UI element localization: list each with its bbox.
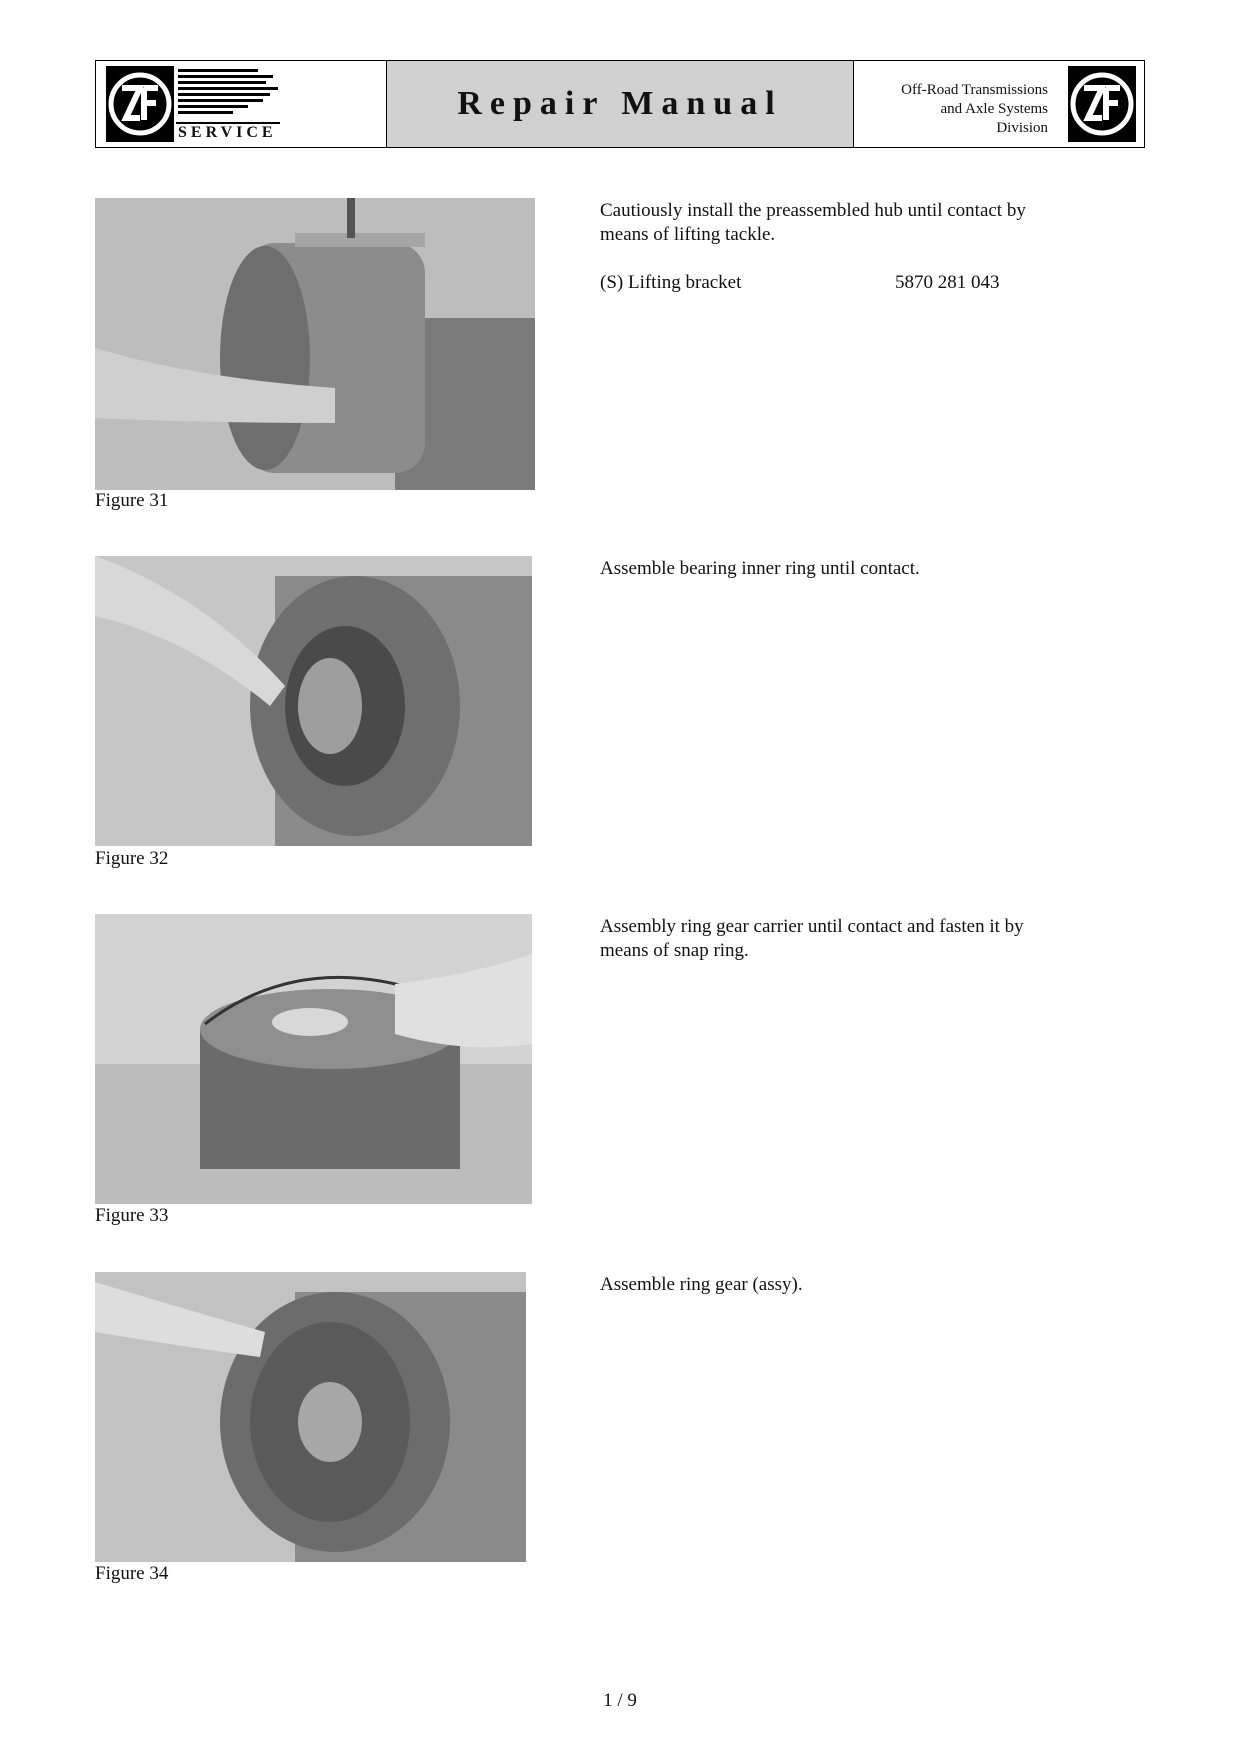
figure-34-instruction: Assemble ring gear (assy). (600, 1274, 803, 1295)
zf-service-logo (96, 61, 387, 147)
figure-33-instruction: Assembly ring gear carrier until contact and fasten it by means of snap ring. (600, 916, 1024, 961)
tool-name: (S) Lifting bracket (600, 272, 742, 293)
figure-31-photo (95, 198, 535, 490)
division-cell (854, 61, 1144, 147)
header-title-cell (387, 61, 854, 147)
figure-34-label: Figure 34 (95, 1563, 169, 1584)
division-line: Off-Road Transmissions (901, 82, 1048, 98)
speed-lines-icon (178, 69, 278, 119)
figure-31-label: Figure 31 (95, 490, 169, 511)
zf-logo-icon (1068, 66, 1136, 142)
figure-34-photo (95, 1272, 526, 1562)
figure-33-label: Figure 33 (95, 1205, 169, 1226)
page-title: Repair Manual (457, 85, 783, 122)
zf-logo-icon (106, 66, 174, 142)
figure-32-instruction: Assemble bearing inner ring until contact. (600, 558, 920, 579)
figure-32-photo (95, 556, 532, 846)
division-line: and Axle Systems (940, 101, 1048, 117)
service-label: SERVICE (178, 124, 277, 141)
figure-33-photo (95, 914, 532, 1204)
division-line: Division (996, 120, 1048, 136)
document-header (95, 60, 1145, 148)
division-text (901, 81, 1048, 138)
tool-number: 5870 281 043 (895, 272, 1000, 293)
page-number: 1 / 9 (603, 1690, 637, 1711)
figure-31-instruction: Cautiously install the preassembled hub until contact by means of lifting tackle. (600, 200, 1026, 245)
figure-32-label: Figure 32 (95, 848, 169, 869)
